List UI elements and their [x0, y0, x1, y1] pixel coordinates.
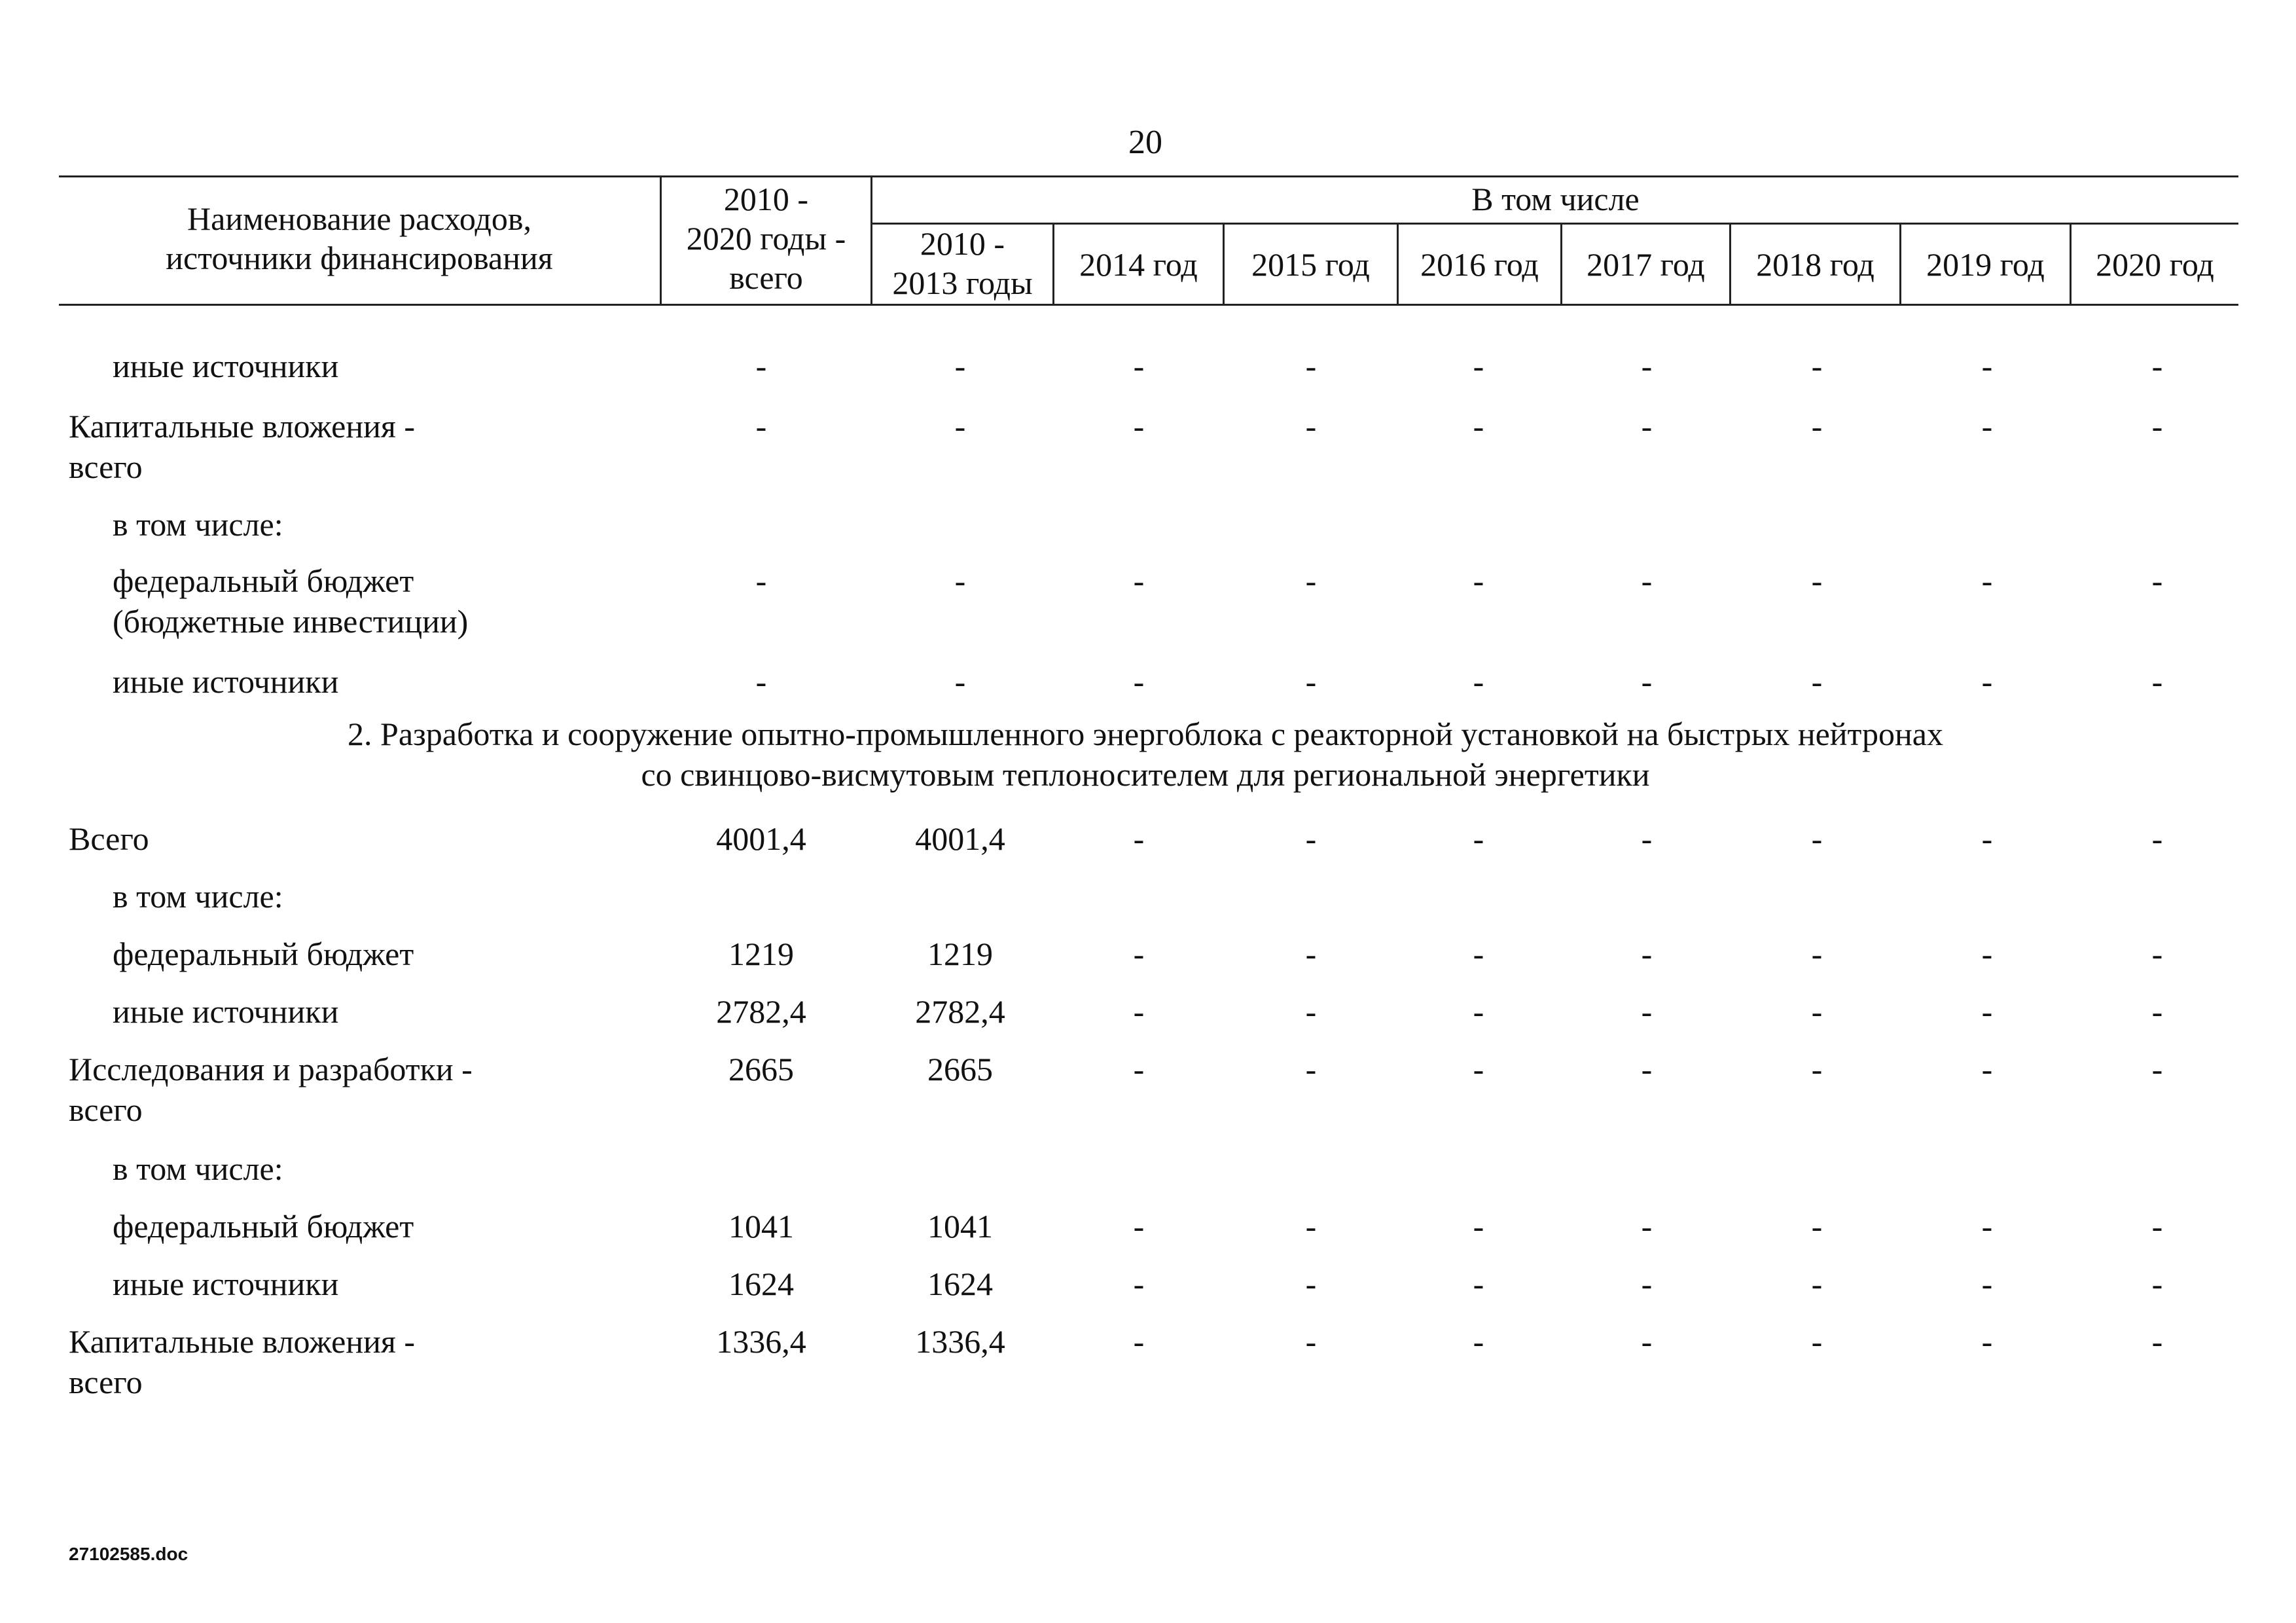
row-value: -: [1473, 663, 1484, 700]
row-value: -: [954, 562, 966, 599]
row-value: -: [1473, 820, 1484, 857]
row-value: 2665: [927, 1051, 993, 1087]
row-value: -: [1473, 562, 1484, 599]
table-header: [59, 175, 2238, 306]
header-year-2019: 2019 год: [1926, 246, 2045, 283]
row-value: -: [1641, 562, 1653, 599]
row-value: -: [1473, 936, 1484, 972]
header-year-2017: 2017 год: [1587, 246, 1705, 283]
row-value: -: [1473, 348, 1484, 384]
header-bottom-rule: [59, 304, 2238, 306]
header-name-line: Наименование расходов,: [187, 200, 531, 237]
row-value: -: [1305, 348, 1317, 384]
row-value: -: [1641, 1266, 1653, 1302]
header-name-cell: [59, 199, 660, 278]
row-value: -: [2151, 408, 2163, 445]
row-value: -: [2151, 936, 2163, 972]
row-value: -: [1811, 936, 1823, 972]
header-total-line: 2020 годы -: [686, 220, 846, 257]
row-value: -: [1133, 1208, 1145, 1245]
row-value: -: [1305, 1266, 1317, 1302]
row-value: -: [1811, 1266, 1823, 1302]
row-value: -: [954, 408, 966, 445]
row-value: -: [1641, 993, 1653, 1030]
header-total-line: 2010 -: [723, 181, 809, 217]
row-value: -: [1473, 1208, 1484, 1245]
row-value: -: [1305, 1051, 1317, 1087]
row-value: -: [1133, 408, 1145, 445]
row-label-line: в том числе:: [113, 878, 283, 915]
section-title-line: со свинцово-висмутовым теплоносителем для региональной энергетики: [641, 756, 1650, 793]
row-value: -: [2151, 663, 2163, 700]
row-value: -: [1641, 1208, 1653, 1245]
row-value: -: [1981, 1323, 1993, 1360]
row-value: -: [1305, 820, 1317, 857]
row-value: -: [1305, 562, 1317, 599]
row-value: 1336,4: [716, 1323, 806, 1360]
row-label-line: федеральный бюджет: [113, 936, 414, 972]
row-value: -: [954, 348, 966, 384]
row-value: -: [1133, 1266, 1145, 1302]
row-value: 1041: [927, 1208, 993, 1245]
row-value: -: [2151, 993, 2163, 1030]
row-label-line: иные источники: [113, 1266, 339, 1302]
row-label-line: федеральный бюджет: [113, 1208, 414, 1245]
row-value: -: [2151, 1208, 2163, 1245]
row-value: -: [1305, 1323, 1317, 1360]
row-value: -: [1811, 1208, 1823, 1245]
row-value: -: [1641, 820, 1653, 857]
row-value: -: [1811, 348, 1823, 384]
section-title-line: 2. Разработка и сооружение опытно-промышленного энергоблока с реакторной установкой на быстрых нейтронах: [348, 716, 1943, 752]
row-value: 1041: [728, 1208, 794, 1245]
row-value: 1624: [927, 1266, 993, 1302]
row-label-line: иные источники: [113, 663, 339, 700]
row-value: 1219: [728, 936, 794, 972]
document-filename: 27102585.doc: [69, 1544, 188, 1564]
row-value: -: [755, 562, 767, 599]
row-value: -: [1981, 1051, 1993, 1087]
row-value: -: [1305, 936, 1317, 972]
row-value: -: [1811, 993, 1823, 1030]
row-label: [69, 406, 415, 487]
row-value: -: [954, 663, 966, 700]
header-year-2018: 2018 год: [1756, 246, 1874, 283]
row-label: [113, 1206, 414, 1247]
row-label-line: Исследования и разработки -: [69, 1051, 473, 1087]
row-label-line: иные источники: [113, 348, 339, 384]
row-value: -: [1981, 993, 1993, 1030]
row-value: -: [1473, 993, 1484, 1030]
row-value: 2665: [728, 1051, 794, 1087]
row-value: -: [1811, 663, 1823, 700]
header-2010-2013-line: 2010 -: [920, 225, 1005, 262]
row-value: -: [1305, 663, 1317, 700]
row-value: -: [1133, 1323, 1145, 1360]
row-label: [113, 934, 414, 974]
row-value: -: [1641, 936, 1653, 972]
row-value: -: [755, 663, 767, 700]
row-label: [113, 661, 338, 702]
row-value: -: [1133, 562, 1145, 599]
row-label-line: всего: [69, 1091, 143, 1128]
row-value: -: [1811, 408, 1823, 445]
row-value: -: [1981, 408, 1993, 445]
row-value: -: [2151, 348, 2163, 384]
row-value: -: [1305, 993, 1317, 1030]
row-label: [113, 560, 468, 642]
row-value: -: [1133, 820, 1145, 857]
row-label: [69, 1049, 473, 1130]
row-label: [113, 346, 338, 386]
row-label-line: всего: [69, 448, 143, 485]
row-label-line: Капитальные вложения -: [69, 1323, 416, 1360]
row-value: -: [755, 408, 767, 445]
row-value: -: [1133, 663, 1145, 700]
row-value: -: [1981, 820, 1993, 857]
row-value: -: [1641, 1323, 1653, 1360]
row-value: -: [1641, 663, 1653, 700]
row-value: -: [1133, 1051, 1145, 1087]
row-value: -: [1981, 663, 1993, 700]
row-value: -: [1981, 1208, 1993, 1245]
row-label-line: в том числе:: [113, 506, 283, 543]
header-name-line: источники финансирования: [166, 240, 553, 276]
section-title: [196, 714, 2094, 795]
row-value: -: [2151, 562, 2163, 599]
row-value: -: [1473, 1266, 1484, 1302]
header-group-rule: [870, 223, 2238, 225]
row-value: -: [1473, 1323, 1484, 1360]
row-value: 2782,4: [716, 993, 806, 1030]
row-label: [113, 991, 338, 1032]
page-number: 20: [1128, 124, 1162, 161]
row-value: 1219: [927, 936, 993, 972]
header-year-2015: 2015 год: [1251, 246, 1370, 283]
row-value: -: [1981, 1266, 1993, 1302]
row-value: 4001,4: [915, 820, 1005, 857]
row-value: -: [1641, 1051, 1653, 1087]
header-group-label: В том числе: [1471, 181, 1640, 217]
row-value: -: [1133, 993, 1145, 1030]
header-2010-2013-cell: [872, 224, 1052, 302]
row-value: -: [2151, 1323, 2163, 1360]
row-value: 1624: [728, 1266, 794, 1302]
row-label-line: (бюджетные инвестиции): [113, 603, 469, 640]
row-value: -: [755, 348, 767, 384]
row-value: -: [1981, 348, 1993, 384]
row-label-line: иные источники: [113, 993, 339, 1030]
header-total-cell: [662, 179, 870, 297]
header-top-rule: [59, 175, 2238, 177]
header-year-2014: 2014 год: [1079, 246, 1198, 283]
row-value: -: [1305, 408, 1317, 445]
row-value: -: [1133, 348, 1145, 384]
row-label: [113, 504, 283, 545]
row-value: -: [1811, 1051, 1823, 1087]
row-label: [69, 818, 149, 859]
row-value: -: [1473, 408, 1484, 445]
row-value: -: [1641, 348, 1653, 384]
row-value: -: [1811, 820, 1823, 857]
row-value: -: [1473, 1051, 1484, 1087]
row-label-line: в том числе:: [113, 1150, 283, 1187]
row-label-line: Всего: [69, 820, 149, 857]
row-value: -: [2151, 820, 2163, 857]
row-label-line: всего: [69, 1364, 143, 1400]
row-value: 4001,4: [716, 820, 806, 857]
header-total-line: всего: [729, 259, 803, 296]
row-label: [113, 1148, 283, 1189]
header-year-2016: 2016 год: [1420, 246, 1539, 283]
row-label: [69, 1321, 415, 1402]
row-value: 2782,4: [915, 993, 1005, 1030]
row-label-line: федеральный бюджет: [113, 562, 414, 599]
row-value: -: [1981, 936, 1993, 972]
row-value: -: [2151, 1051, 2163, 1087]
row-value: -: [2151, 1266, 2163, 1302]
header-year-2020: 2020 год: [2096, 246, 2214, 283]
row-label-line: Капитальные вложения -: [69, 408, 416, 445]
row-value: -: [1133, 936, 1145, 972]
row-label: [113, 1264, 338, 1304]
row-value: -: [1641, 408, 1653, 445]
row-value: -: [1981, 562, 1993, 599]
header-2010-2013-line: 2013 годы: [892, 264, 1033, 301]
row-value: -: [1811, 562, 1823, 599]
row-value: -: [1811, 1323, 1823, 1360]
row-label: [113, 876, 283, 917]
row-value: -: [1305, 1208, 1317, 1245]
row-value: 1336,4: [915, 1323, 1005, 1360]
